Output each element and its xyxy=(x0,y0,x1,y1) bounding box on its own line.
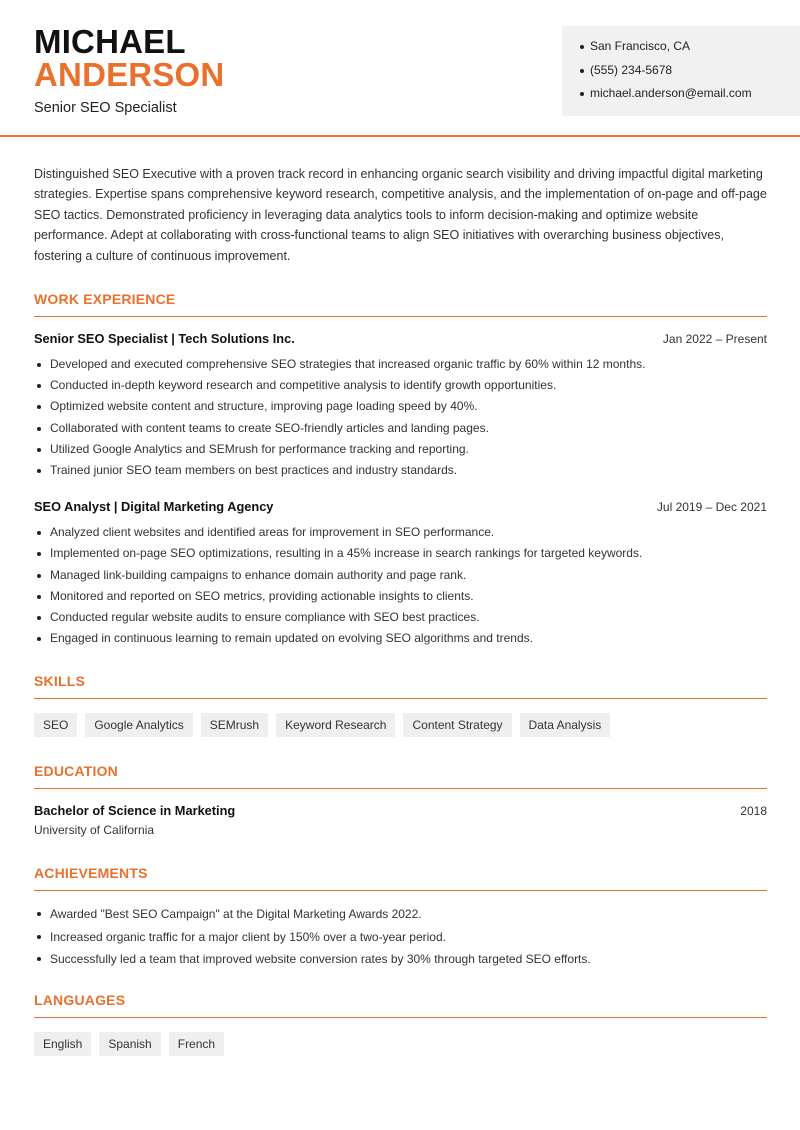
education-entry xyxy=(34,803,767,837)
language-tag: Spanish xyxy=(99,1032,160,1056)
bullet-icon xyxy=(580,92,584,96)
list-item: Analyzed client websites and identified areas for improvement in SEO performance. xyxy=(34,522,767,543)
list-item: Monitored and reported on SEO metrics, providing actionable insights to clients. xyxy=(34,586,767,607)
graduation-year: 2018 xyxy=(740,804,767,819)
contact-box xyxy=(562,26,800,116)
job-role: SEO Analyst | Digital Marketing Agency xyxy=(34,499,274,515)
skill-tag: Google Analytics xyxy=(85,713,192,737)
section-title-work: WORK EXPERIENCE xyxy=(34,291,767,317)
section-title-skills: SKILLS xyxy=(34,673,767,699)
section-title-achievements: ACHIEVEMENTS xyxy=(34,865,767,891)
list-item: Awarded "Best SEO Campaign" at the Digital Marketing Awards 2022. xyxy=(34,903,767,926)
list-item: Developed and executed comprehensive SEO strategies that increased organic traffic by 60% within 12 months. xyxy=(34,354,767,375)
contact-phone: (555) 234-5678 xyxy=(580,62,800,86)
job-title: Senior SEO Specialist xyxy=(34,100,177,116)
list-item: Conducted regular website audits to ensure compliance with SEO best practices. xyxy=(34,607,767,628)
skill-tag: Keyword Research xyxy=(276,713,395,737)
list-item: Implemented on-page SEO optimizations, resulting in a 45% increase in search rankings for targeted keywords. xyxy=(34,543,767,564)
resume-body xyxy=(34,137,767,1056)
bullet-icon xyxy=(37,574,41,578)
contact-location: San Francisco, CA xyxy=(580,38,800,62)
skills-tags xyxy=(34,713,767,737)
job-dates: Jan 2022 – Present xyxy=(662,332,767,347)
skill-tag: SEO xyxy=(34,713,77,737)
bullet-icon xyxy=(37,448,41,452)
list-item: Successfully led a team that improved website conversion rates by 30% through targeted SEO efforts. xyxy=(34,948,767,971)
bullet-icon xyxy=(37,912,41,916)
school: University of California xyxy=(34,823,155,838)
bullet-icon xyxy=(37,637,41,641)
list-item: Collaborated with content teams to create SEO-friendly articles and landing pages. xyxy=(34,418,767,439)
list-item: Utilized Google Analytics and SEMrush for performance tracking and reporting. xyxy=(34,439,767,460)
bullet-icon xyxy=(37,595,41,599)
skill-tag: Data Analysis xyxy=(520,713,611,737)
summary: Distinguished SEO Executive with a proven track record in enhancing organic search visibility and driving impactful digital marketing strategies. Expertise spans comprehensive keyword research, competitive analysis, and the implementation of on-page and off-page SEO tactics. Demonstrated proficiency in leveraging data analytics tools to inform decision-making and optimize website performance. Adept at collaborating with cross-functional teams to align SEO initiatives with overarching business objectives, fostering a culture of continuous improvement. xyxy=(34,167,767,263)
section-title-languages: LANGUAGES xyxy=(34,992,767,1018)
bullet-icon xyxy=(37,427,41,431)
bullet-icon xyxy=(37,957,41,961)
bullet-icon xyxy=(37,552,41,556)
list-item: Conducted in-depth keyword research and competitive analysis to identify growth opportunities. xyxy=(34,375,767,396)
last-name: ANDERSON xyxy=(34,56,225,93)
bullet-icon xyxy=(37,405,41,409)
job-role: Senior SEO Specialist | Tech Solutions Inc. xyxy=(34,331,295,347)
bullet-icon xyxy=(37,363,41,367)
job-entry xyxy=(34,331,767,481)
job-bullets xyxy=(34,354,767,481)
skill-tag: Content Strategy xyxy=(403,713,511,737)
section-title-education: EDUCATION xyxy=(34,763,767,789)
bullet-icon xyxy=(37,616,41,620)
language-tag: French xyxy=(169,1032,224,1056)
list-item: Optimized website content and structure, improving page loading speed by 40%. xyxy=(34,396,767,417)
list-item: Increased organic traffic for a major client by 150% over a two-year period. xyxy=(34,926,767,949)
skill-tag: SEMrush xyxy=(201,713,268,737)
list-item: Trained junior SEO team members on best practices and industry standards. xyxy=(34,460,767,481)
language-tag: English xyxy=(34,1032,91,1056)
bullet-icon xyxy=(37,384,41,388)
job-bullets xyxy=(34,522,767,649)
list-item: Engaged in continuous learning to remain updated on evolving SEO algorithms and trends. xyxy=(34,628,767,649)
bullet-icon xyxy=(37,935,41,939)
bullet-icon xyxy=(37,469,41,473)
list-item: Managed link-building campaigns to enhance domain authority and page rank. xyxy=(34,565,767,586)
language-tags xyxy=(34,1032,767,1056)
first-name: MICHAEL xyxy=(34,23,186,60)
degree: Bachelor of Science in Marketing xyxy=(34,803,236,819)
job-entry xyxy=(34,499,767,649)
resume-header xyxy=(0,0,800,137)
job-dates: Jul 2019 – Dec 2021 xyxy=(656,500,767,515)
bullet-icon xyxy=(37,531,41,535)
bullet-icon xyxy=(580,45,584,49)
achievements-list xyxy=(34,903,767,971)
bullet-icon xyxy=(580,69,584,73)
contact-email: michael.anderson@email.com xyxy=(580,85,800,109)
